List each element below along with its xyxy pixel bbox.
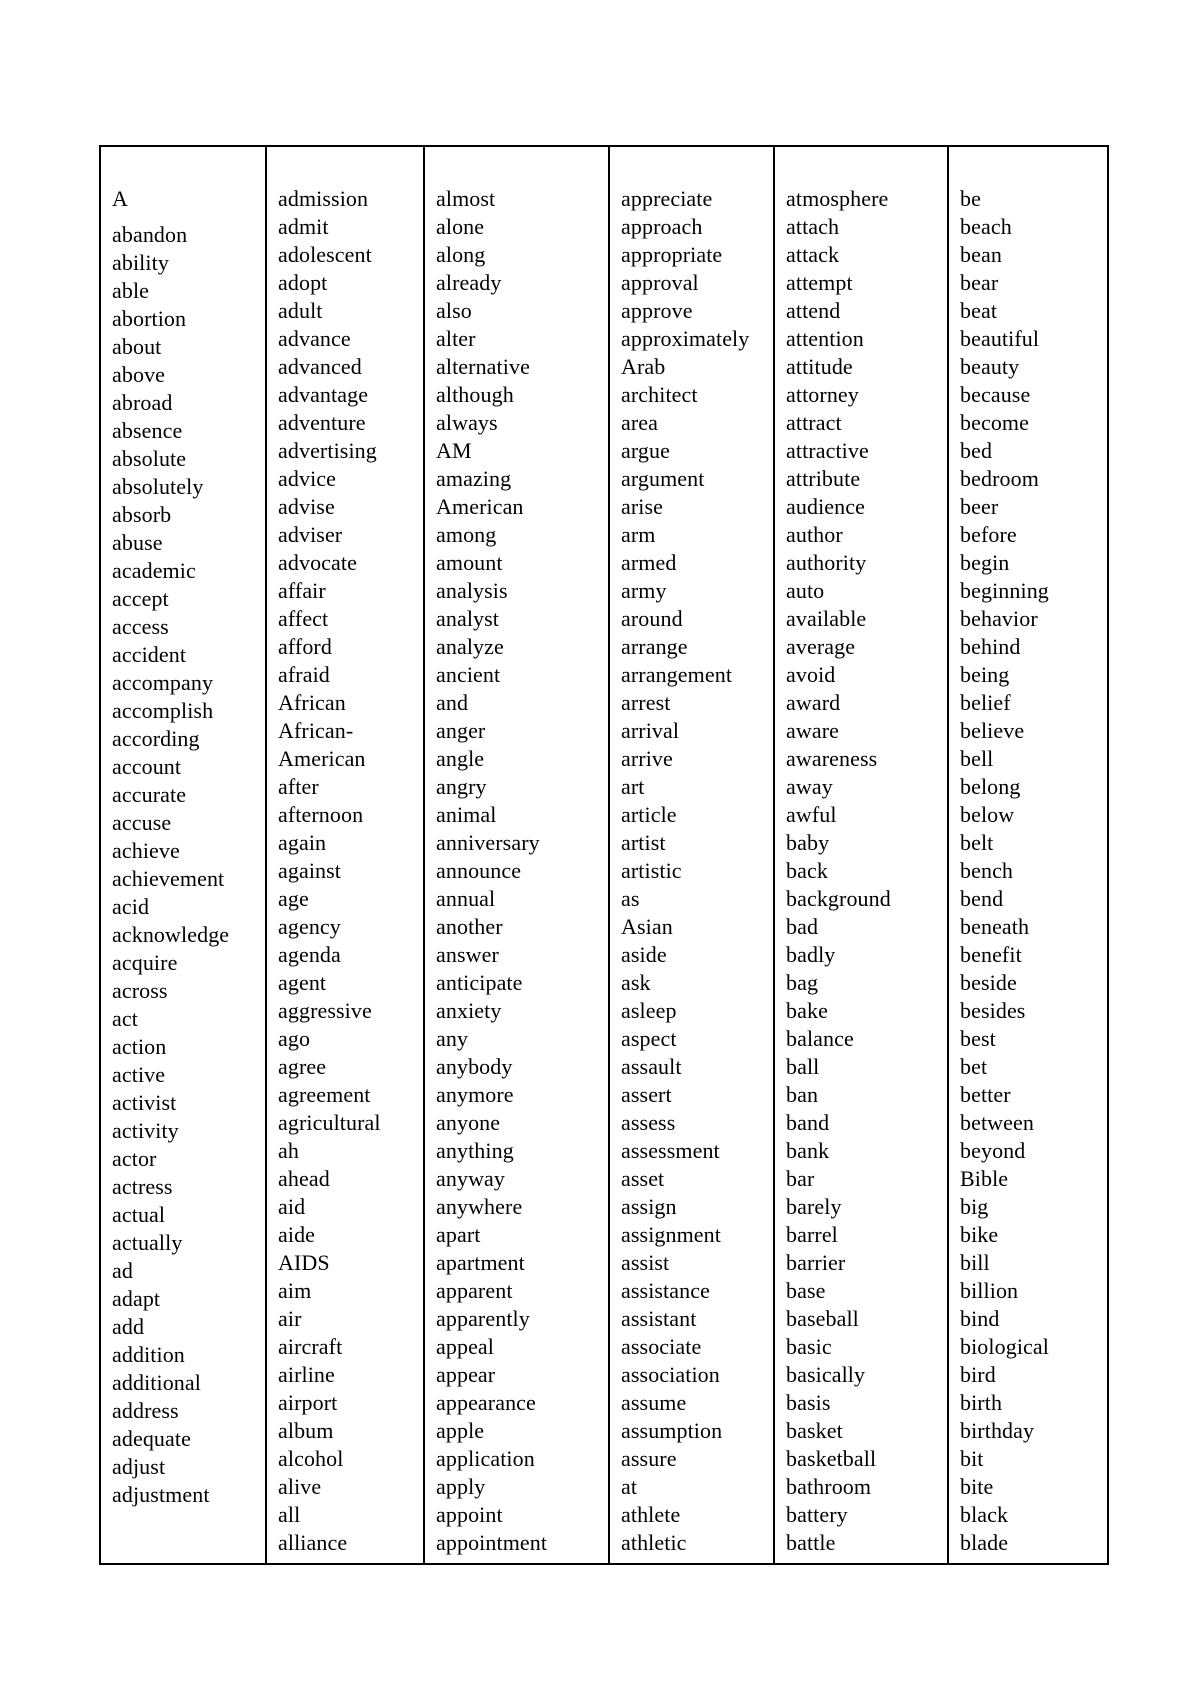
word-entry: act bbox=[112, 1006, 138, 1031]
word-entry: area bbox=[621, 410, 659, 435]
word-entry: assess bbox=[621, 1110, 676, 1135]
word-entry: biological bbox=[960, 1334, 1049, 1359]
word-entry: apparently bbox=[436, 1306, 530, 1331]
word-entry: appeal bbox=[436, 1334, 495, 1359]
word-entry: advocate bbox=[278, 550, 357, 575]
word-entry: attitude bbox=[786, 354, 853, 379]
word-entry: among bbox=[436, 522, 497, 547]
word-entry: athlete bbox=[621, 1502, 681, 1527]
word-entry: any bbox=[436, 1026, 469, 1051]
word-entry: angry bbox=[436, 774, 487, 799]
word-entry: amazing bbox=[436, 466, 512, 491]
word-entry: besides bbox=[960, 998, 1026, 1023]
word-entry: anywhere bbox=[436, 1194, 523, 1219]
word-entry: abuse bbox=[112, 530, 163, 555]
word-entry: assume bbox=[621, 1390, 687, 1415]
word-entry: bean bbox=[960, 242, 1002, 267]
word-entry: acknowledge bbox=[112, 922, 230, 947]
word-entry: afternoon bbox=[278, 802, 364, 827]
word-entry: ability bbox=[112, 250, 169, 275]
word-entry: achievement bbox=[112, 866, 225, 891]
word-entry: apartment bbox=[436, 1250, 525, 1275]
word-entry: activist bbox=[112, 1090, 177, 1115]
word-entry: already bbox=[436, 270, 502, 295]
word-entry: billion bbox=[960, 1278, 1019, 1303]
word-entry: absence bbox=[112, 418, 183, 443]
word-entry: bind bbox=[960, 1306, 1000, 1331]
word-entry: actually bbox=[112, 1230, 183, 1255]
word-entry: appropriate bbox=[621, 242, 723, 267]
word-entry: barely bbox=[786, 1194, 842, 1219]
word-entry: adventure bbox=[278, 410, 366, 435]
word-entry: beneath bbox=[960, 914, 1030, 939]
word-entry: average bbox=[786, 634, 856, 659]
word-entry: awareness bbox=[786, 746, 878, 771]
word-entry: as bbox=[621, 886, 640, 911]
word-entry: actress bbox=[112, 1174, 173, 1199]
word-entry: barrel bbox=[786, 1222, 838, 1247]
word-entry: belief bbox=[960, 690, 1011, 715]
word-entry: attempt bbox=[786, 270, 853, 295]
word-entry: between bbox=[960, 1110, 1034, 1135]
word-entry: beyond bbox=[960, 1138, 1026, 1163]
word-entry: alter bbox=[436, 326, 476, 351]
word-entry: bit bbox=[960, 1446, 984, 1471]
word-entry: aid bbox=[278, 1194, 306, 1219]
word-entry: battle bbox=[786, 1530, 836, 1555]
word-entry: acquire bbox=[112, 950, 178, 975]
word-entry: advanced bbox=[278, 354, 362, 379]
letter-heading: A bbox=[112, 186, 128, 211]
word-entry: basketball bbox=[786, 1446, 877, 1471]
word-entry: assistance bbox=[621, 1278, 710, 1303]
word-entry: arise bbox=[621, 494, 664, 519]
word-entry: assure bbox=[621, 1446, 677, 1471]
word-entry: authority bbox=[786, 550, 867, 575]
word-entry: adapt bbox=[112, 1286, 161, 1311]
word-entry: black bbox=[960, 1502, 1009, 1527]
word-entry: achieve bbox=[112, 838, 180, 863]
word-entry: audience bbox=[786, 494, 865, 519]
word-entry: attribute bbox=[786, 466, 861, 491]
word-entry: acid bbox=[112, 894, 150, 919]
word-entry: architect bbox=[621, 382, 698, 407]
word-entry: athletic bbox=[621, 1530, 687, 1555]
word-entry: birthday bbox=[960, 1418, 1035, 1443]
word-entry: below bbox=[960, 802, 1015, 827]
word-entry: bank bbox=[786, 1138, 830, 1163]
word-entry: add bbox=[112, 1314, 145, 1339]
word-entry: ball bbox=[786, 1054, 820, 1079]
word-entry: because bbox=[960, 382, 1031, 407]
word-entry: ahead bbox=[278, 1166, 330, 1191]
table-column bbox=[773, 147, 947, 1563]
word-entry: abortion bbox=[112, 306, 187, 331]
word-entry: become bbox=[960, 410, 1030, 435]
word-entry: appear bbox=[436, 1362, 496, 1387]
word-entry: beautiful bbox=[960, 326, 1040, 351]
word-entry: beside bbox=[960, 970, 1017, 995]
word-entry: analysis bbox=[436, 578, 508, 603]
word-entry: author bbox=[786, 522, 843, 547]
word-entry: assistant bbox=[621, 1306, 697, 1331]
word-entry: ancient bbox=[436, 662, 501, 687]
word-entry: anyway bbox=[436, 1166, 506, 1191]
word-entry: according bbox=[112, 726, 200, 751]
table-column bbox=[947, 147, 1107, 1563]
word-entry: balance bbox=[786, 1026, 854, 1051]
word-entry: bet bbox=[960, 1054, 988, 1079]
word-entry: agenda bbox=[278, 942, 341, 967]
word-entry: approve bbox=[621, 298, 693, 323]
word-entry: against bbox=[278, 858, 342, 883]
word-entry: apply bbox=[436, 1474, 486, 1499]
word-entry: advice bbox=[278, 466, 337, 491]
table-column bbox=[423, 147, 608, 1563]
word-entry: asset bbox=[621, 1166, 665, 1191]
word-entry: being bbox=[960, 662, 1010, 687]
word-entry: arrival bbox=[621, 718, 680, 743]
word-entry: approval bbox=[621, 270, 699, 295]
word-entry: attorney bbox=[786, 382, 859, 407]
word-entry: another bbox=[436, 914, 503, 939]
word-entry: badly bbox=[786, 942, 836, 967]
table-column bbox=[265, 147, 423, 1563]
word-entry: advise bbox=[278, 494, 335, 519]
word-entry: agency bbox=[278, 914, 341, 939]
word-entry: bench bbox=[960, 858, 1014, 883]
table-column bbox=[101, 147, 265, 1563]
word-entry: always bbox=[436, 410, 498, 435]
word-entry: atmosphere bbox=[786, 186, 889, 211]
word-entry: bite bbox=[960, 1474, 994, 1499]
word-entry: basically bbox=[786, 1362, 866, 1387]
word-entry: along bbox=[436, 242, 486, 267]
word-entry: avoid bbox=[786, 662, 836, 687]
word-entry: bend bbox=[960, 886, 1004, 911]
word-entry: approximately bbox=[621, 326, 750, 351]
word-entry: auto bbox=[786, 578, 825, 603]
word-entry: best bbox=[960, 1026, 996, 1051]
word-entry: be bbox=[960, 186, 981, 211]
word-entry: able bbox=[112, 278, 150, 303]
word-entry: afford bbox=[278, 634, 332, 659]
word-entry: anticipate bbox=[436, 970, 523, 995]
word-entry: agree bbox=[278, 1054, 327, 1079]
word-entry: basket bbox=[786, 1418, 843, 1443]
word-entry: battery bbox=[786, 1502, 848, 1527]
word-entry: aspect bbox=[621, 1026, 677, 1051]
word-entry: artist bbox=[621, 830, 666, 855]
word-entry: around bbox=[621, 606, 683, 631]
word-entry: activity bbox=[112, 1118, 179, 1143]
word-entry: address bbox=[112, 1398, 179, 1423]
word-entry: adjust bbox=[112, 1454, 166, 1479]
word-entry: African bbox=[278, 690, 346, 715]
word-entry: annual bbox=[436, 886, 496, 911]
word-entry: assist bbox=[621, 1250, 670, 1275]
word-entry: begin bbox=[960, 550, 1010, 575]
word-entry: bad bbox=[786, 914, 819, 939]
table-column bbox=[608, 147, 773, 1563]
word-entry: accurate bbox=[112, 782, 187, 807]
word-entry: active bbox=[112, 1062, 166, 1087]
word-entry: baseball bbox=[786, 1306, 859, 1331]
word-entry: background bbox=[786, 886, 891, 911]
word-entry: alternative bbox=[436, 354, 530, 379]
word-entry: actor bbox=[112, 1146, 157, 1171]
word-entry: barrier bbox=[786, 1250, 846, 1275]
word-entry: anxiety bbox=[436, 998, 502, 1023]
word-entry: argument bbox=[621, 466, 705, 491]
word-entry: aide bbox=[278, 1222, 316, 1247]
word-entry: accompany bbox=[112, 670, 214, 695]
word-entry: almost bbox=[436, 186, 496, 211]
word-entry: belong bbox=[960, 774, 1021, 799]
word-entry: abroad bbox=[112, 390, 173, 415]
word-entry: award bbox=[786, 690, 841, 715]
word-entry: ban bbox=[786, 1082, 819, 1107]
word-entry: appreciate bbox=[621, 186, 713, 211]
word-entry: attractive bbox=[786, 438, 869, 463]
word-entry: bed bbox=[960, 438, 993, 463]
word-entry: adviser bbox=[278, 522, 343, 547]
word-entry: also bbox=[436, 298, 472, 323]
word-entry: back bbox=[786, 858, 828, 883]
word-entry: appearance bbox=[436, 1390, 536, 1415]
word-entry: and bbox=[436, 690, 469, 715]
word-entry: bell bbox=[960, 746, 994, 771]
word-entry: ago bbox=[278, 1026, 311, 1051]
word-entry: animal bbox=[436, 802, 497, 827]
word-entry: agreement bbox=[278, 1082, 371, 1107]
word-entry: blade bbox=[960, 1530, 1009, 1555]
word-entry: AM bbox=[436, 438, 472, 463]
word-entry: access bbox=[112, 614, 169, 639]
word-entry: American bbox=[436, 494, 524, 519]
word-entry: anger bbox=[436, 718, 486, 743]
word-entry: alive bbox=[278, 1474, 322, 1499]
word-entry: apple bbox=[436, 1418, 485, 1443]
word-entry: advertising bbox=[278, 438, 377, 463]
word-entry: anniversary bbox=[436, 830, 540, 855]
word-entry: airport bbox=[278, 1390, 338, 1415]
word-entry: assault bbox=[621, 1054, 682, 1079]
word-entry: although bbox=[436, 382, 514, 407]
word-entry: again bbox=[278, 830, 327, 855]
word-entry: better bbox=[960, 1082, 1011, 1107]
word-entry: arm bbox=[621, 522, 656, 547]
word-entry: basic bbox=[786, 1334, 832, 1359]
word-entry: big bbox=[960, 1194, 989, 1219]
word-entry: agricultural bbox=[278, 1110, 381, 1135]
word-entry: accident bbox=[112, 642, 187, 667]
word-entry: band bbox=[786, 1110, 830, 1135]
word-entry: arrest bbox=[621, 690, 671, 715]
word-entry: away bbox=[786, 774, 833, 799]
word-entry: application bbox=[436, 1446, 535, 1471]
word-entry: assign bbox=[621, 1194, 677, 1219]
word-entry: about bbox=[112, 334, 162, 359]
word-entry: ask bbox=[621, 970, 651, 995]
word-entry: absolutely bbox=[112, 474, 204, 499]
word-entry: analyst bbox=[436, 606, 500, 631]
word-entry: army bbox=[621, 578, 667, 603]
word-entry: absolute bbox=[112, 446, 187, 471]
word-entry: article bbox=[621, 802, 677, 827]
word-entry: accept bbox=[112, 586, 169, 611]
word-entry: belt bbox=[960, 830, 994, 855]
word-entry: bar bbox=[786, 1166, 815, 1191]
word-entry: beach bbox=[960, 214, 1012, 239]
word-entry: anyone bbox=[436, 1110, 501, 1135]
word-list-table bbox=[99, 145, 1109, 1565]
word-entry: arrive bbox=[621, 746, 673, 771]
word-entry: additional bbox=[112, 1370, 201, 1395]
word-entry: attack bbox=[786, 242, 840, 267]
word-entry: attend bbox=[786, 298, 841, 323]
word-entry: afraid bbox=[278, 662, 330, 687]
word-entry: affair bbox=[278, 578, 326, 603]
word-entry: bedroom bbox=[960, 466, 1039, 491]
word-entry: amount bbox=[436, 550, 503, 575]
word-entry: anybody bbox=[436, 1054, 513, 1079]
word-entry: assumption bbox=[621, 1418, 723, 1443]
word-entry: benefit bbox=[960, 942, 1022, 967]
word-entry: answer bbox=[436, 942, 499, 967]
word-entry: behind bbox=[960, 634, 1021, 659]
word-entry: American bbox=[278, 746, 366, 771]
word-entry: anymore bbox=[436, 1082, 514, 1107]
word-entry: bathroom bbox=[786, 1474, 872, 1499]
word-entry: ad bbox=[112, 1258, 133, 1283]
word-entry: all bbox=[278, 1502, 301, 1527]
word-entry: before bbox=[960, 522, 1017, 547]
word-entry: beginning bbox=[960, 578, 1049, 603]
word-entry: Bible bbox=[960, 1166, 1009, 1191]
word-entry: airline bbox=[278, 1362, 335, 1387]
word-entry: beauty bbox=[960, 354, 1020, 379]
word-entry: analyze bbox=[436, 634, 504, 659]
word-entry: bill bbox=[960, 1250, 990, 1275]
word-entry: above bbox=[112, 362, 166, 387]
word-entry: across bbox=[112, 978, 168, 1003]
word-entry: abandon bbox=[112, 222, 188, 247]
word-entry: AIDS bbox=[278, 1250, 330, 1275]
word-entry: anything bbox=[436, 1138, 514, 1163]
word-entry: after bbox=[278, 774, 319, 799]
word-entry: album bbox=[278, 1418, 334, 1443]
word-entry: aware bbox=[786, 718, 840, 743]
word-entry: base bbox=[786, 1278, 826, 1303]
word-entry: at bbox=[621, 1474, 638, 1499]
word-entry: aim bbox=[278, 1278, 312, 1303]
word-entry: alliance bbox=[278, 1530, 348, 1555]
word-entry: bird bbox=[960, 1362, 996, 1387]
word-entry: accuse bbox=[112, 810, 172, 835]
word-entry: awful bbox=[786, 802, 837, 827]
word-entry: age bbox=[278, 886, 309, 911]
word-entry: adult bbox=[278, 298, 323, 323]
word-entry: addition bbox=[112, 1342, 185, 1367]
word-entry: alone bbox=[436, 214, 485, 239]
word-entry: armed bbox=[621, 550, 677, 575]
word-entry: appointment bbox=[436, 1530, 548, 1555]
word-entry: adolescent bbox=[278, 242, 372, 267]
word-entry: adequate bbox=[112, 1426, 191, 1451]
word-entry: angle bbox=[436, 746, 485, 771]
word-entry: African- bbox=[278, 718, 354, 743]
word-entry: behavior bbox=[960, 606, 1038, 631]
word-entry: bear bbox=[960, 270, 999, 295]
word-entry: artistic bbox=[621, 858, 682, 883]
word-entry: advance bbox=[278, 326, 351, 351]
word-entry: birth bbox=[960, 1390, 1003, 1415]
word-entry: believe bbox=[960, 718, 1025, 743]
word-entry: approach bbox=[621, 214, 703, 239]
word-entry: association bbox=[621, 1362, 720, 1387]
word-entry: apart bbox=[436, 1222, 481, 1247]
word-entry: attach bbox=[786, 214, 840, 239]
word-entry: admission bbox=[278, 186, 369, 211]
word-entry: absorb bbox=[112, 502, 172, 527]
word-entry: asleep bbox=[621, 998, 677, 1023]
word-entry: adjustment bbox=[112, 1482, 210, 1507]
word-entry: admit bbox=[278, 214, 329, 239]
word-entry: accomplish bbox=[112, 698, 214, 723]
word-entry: bike bbox=[960, 1222, 999, 1247]
word-entry: academic bbox=[112, 558, 196, 583]
word-entry: basis bbox=[786, 1390, 831, 1415]
word-entry: aircraft bbox=[278, 1334, 343, 1359]
word-entry: account bbox=[112, 754, 182, 779]
word-entry: arrangement bbox=[621, 662, 733, 687]
word-entry: assignment bbox=[621, 1222, 721, 1247]
word-entry: affect bbox=[278, 606, 329, 631]
word-entry: Arab bbox=[621, 354, 666, 379]
word-entry: available bbox=[786, 606, 867, 631]
word-entry: arrange bbox=[621, 634, 688, 659]
word-entry: attention bbox=[786, 326, 864, 351]
word-entry: associate bbox=[621, 1334, 702, 1359]
word-entry: aggressive bbox=[278, 998, 372, 1023]
word-entry: argue bbox=[621, 438, 670, 463]
word-entry: Asian bbox=[621, 914, 673, 939]
word-entry: appoint bbox=[436, 1502, 503, 1527]
word-entry: beer bbox=[960, 494, 999, 519]
word-entry: air bbox=[278, 1306, 302, 1331]
word-entry: announce bbox=[436, 858, 522, 883]
word-entry: art bbox=[621, 774, 645, 799]
word-entry: agent bbox=[278, 970, 327, 995]
word-entry: advantage bbox=[278, 382, 369, 407]
word-entry: baby bbox=[786, 830, 830, 855]
word-entry: aside bbox=[621, 942, 667, 967]
word-entry: bag bbox=[786, 970, 819, 995]
word-entry: alcohol bbox=[278, 1446, 344, 1471]
word-entry: action bbox=[112, 1034, 167, 1059]
word-entry: bake bbox=[786, 998, 828, 1023]
word-entry: adopt bbox=[278, 270, 328, 295]
word-entry: assert bbox=[621, 1082, 672, 1107]
word-entry: beat bbox=[960, 298, 998, 323]
word-entry: ah bbox=[278, 1138, 299, 1163]
word-entry: attract bbox=[786, 410, 842, 435]
word-entry: apparent bbox=[436, 1278, 513, 1303]
word-entry: actual bbox=[112, 1202, 166, 1227]
word-entry: assessment bbox=[621, 1138, 720, 1163]
